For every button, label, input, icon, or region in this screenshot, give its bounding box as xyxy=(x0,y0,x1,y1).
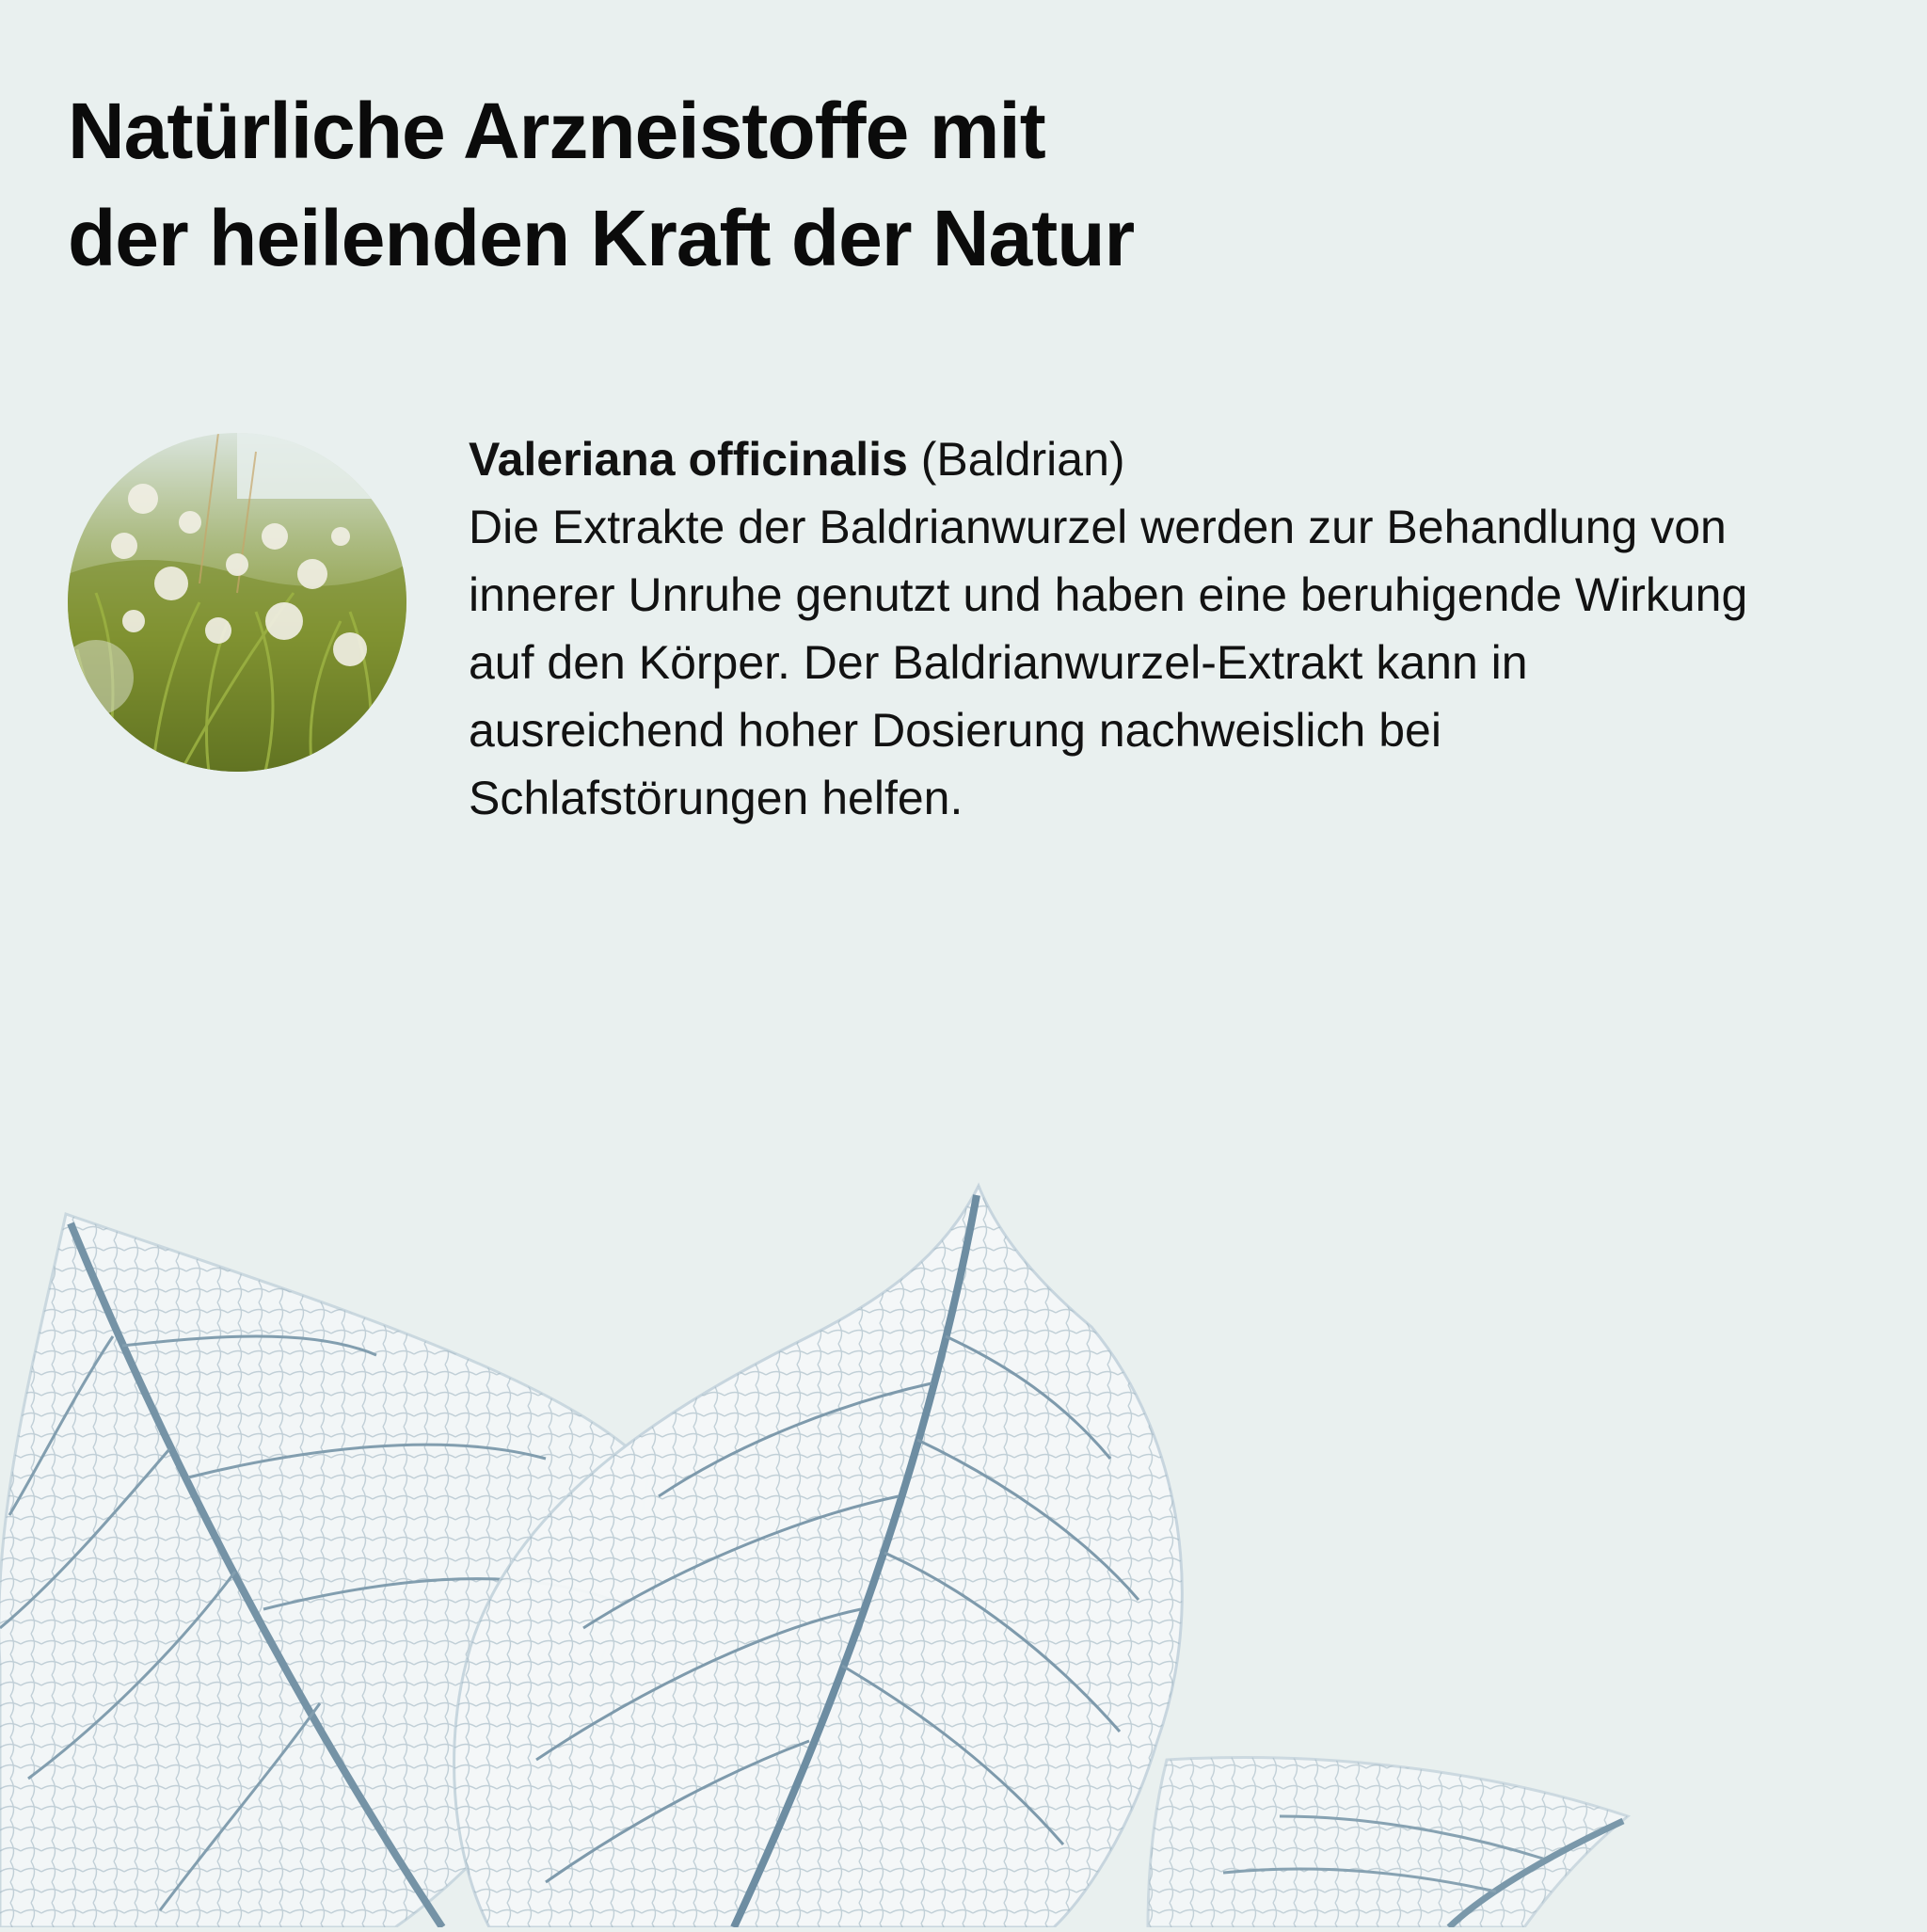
right-leaf xyxy=(1148,1758,1628,1928)
headline xyxy=(68,77,1291,292)
headline-line-2: der heilenden Kraft der Natur xyxy=(68,194,1135,282)
plant-common-name: (Baldrian) xyxy=(920,433,1125,486)
skeleton-leaves-decoration xyxy=(0,1158,1927,1927)
plant-info xyxy=(469,425,1748,832)
plant-description: Die Extrakte der Baldrianwurzel werden zur Behandlung von innerer Unruhe genutzt und haben eine beruhigende Wirkung auf den Körper. Der Baldrianwurzel-Extrakt kann in ausreichend hoher Dosierung nachweislich bei Schlafstörungen helfen. xyxy=(469,501,1748,824)
center-leaf xyxy=(454,1186,1183,1927)
headline-line-1: Natürliche Arzneistoffe mit xyxy=(68,87,1045,175)
plant-name-line xyxy=(469,425,1748,493)
valerian-meadow-photo xyxy=(68,433,406,772)
plant-latin-name: Valeriana officinalis xyxy=(469,433,908,486)
